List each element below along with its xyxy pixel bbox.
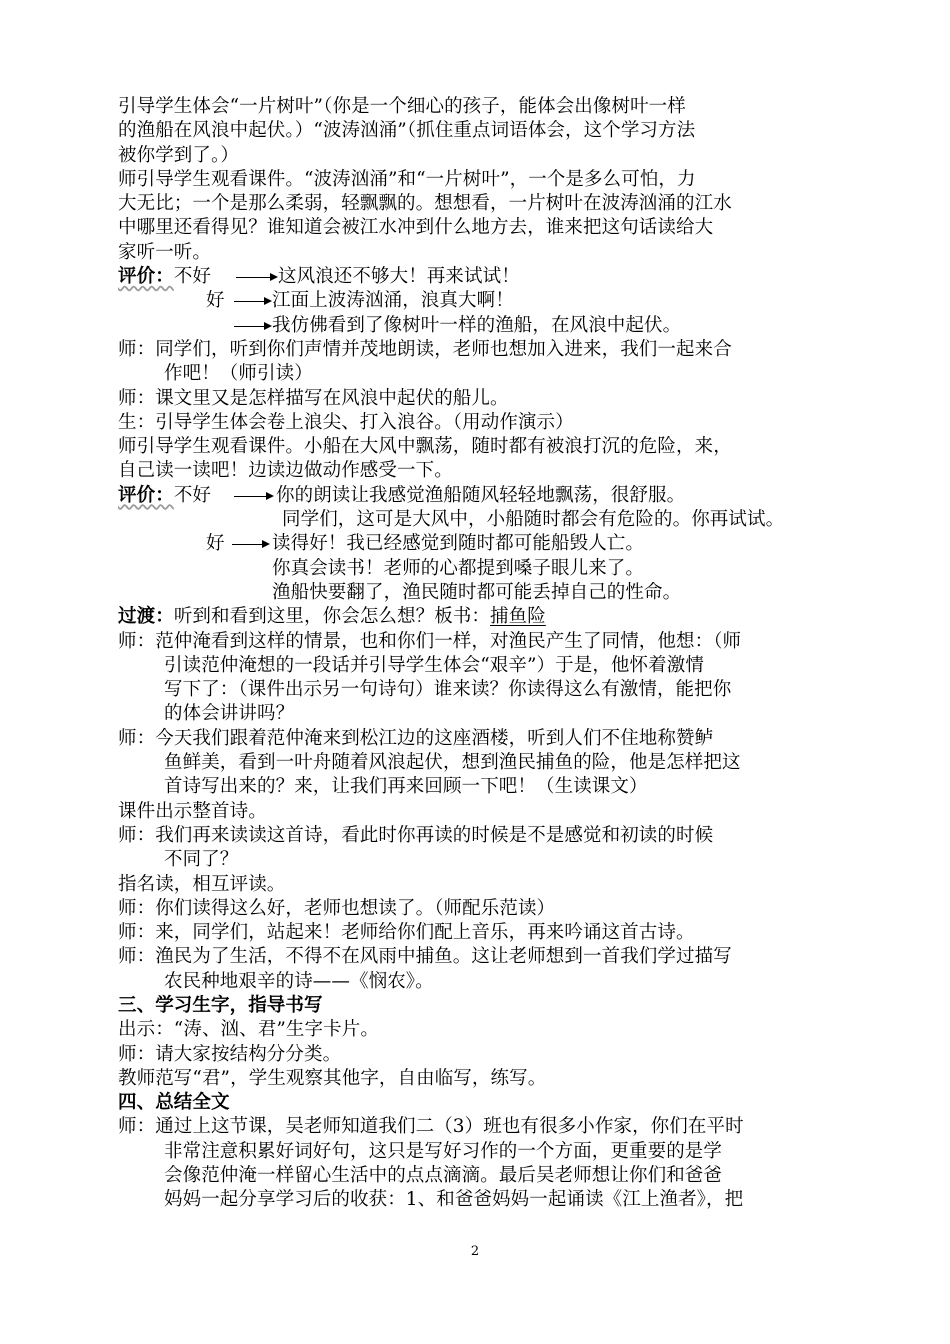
evaluation-response: 你的朗读让我感觉渔船随风轻轻地飘荡，很舒服。	[276, 484, 686, 506]
text-line: 师：同学们，听到你们声情并茂地朗读，老师也想加入进来，我们一起来合	[118, 338, 732, 360]
text-line: 大无比；一个是那么柔弱，轻飘飘的。想想看，一片树叶在波涛汹涌的江水	[118, 193, 732, 215]
arrow-icon	[232, 544, 268, 545]
text-line: 鱼鲜美，看到一叶舟随着风浪起伏，想到渔民捕鱼的险，他是怎样把这	[164, 752, 741, 774]
text-line: 师：课文里又是怎样描写在风浪中起伏的船儿。	[118, 387, 509, 409]
transition-label: 过渡：	[118, 606, 174, 628]
text-line: 作吧！（师引读）	[164, 363, 313, 385]
not-good-label: 不好	[173, 484, 212, 506]
arrow-icon	[236, 277, 276, 278]
text-line: 师：今天我们跟着范仲淹来到松江边的这座酒楼，听到人们不住地称赞鲈	[118, 727, 714, 749]
section-heading: 三、学习生字，指导书写	[118, 994, 323, 1016]
evaluation-row	[118, 508, 858, 532]
text-line: 师引导学生观看课件。小船在大风中飘荡，随时都有被浪打沉的危险，来，	[118, 436, 732, 458]
text-line: 妈妈一起分享学习后的收获：1、和爸爸妈妈一起诵读《江上渔者》，把	[164, 1189, 744, 1211]
text-line: 非常注意积累好词好句，这只是写好习作的一个方面，更重要的是学	[164, 1140, 723, 1162]
evaluation-row	[118, 289, 858, 313]
evaluation-response: 你真会读书！老师的心都提到嗓子眼儿来了。	[272, 557, 645, 579]
text-line: 家听一听。	[118, 241, 212, 263]
document-page	[118, 95, 858, 1213]
text-line: 师：范仲淹看到这样的情景，也和你们一样，对渔民产生了同情，他想：（师	[118, 630, 742, 652]
evaluation-label: 评价：	[118, 484, 174, 506]
text-line: 师：来，同学们，站起来！老师给你们配上音乐，再来吟诵这首古诗。	[118, 922, 695, 944]
text-line: 会像范仲淹一样留心生活中的点点滴滴。最后吴老师想让你们和爸爸	[164, 1165, 723, 1187]
text-line: 师引导学生观看课件。“波涛汹涌”和“一片树叶”，一个是多么可怕，力	[118, 168, 696, 190]
text-line: 师：通过上这节课，吴老师知道我们二（3）班也有很多小作家，你们在平时	[118, 1116, 744, 1138]
text-line: 不同了？	[164, 849, 239, 871]
text-line: 师：你们读得这么好，老师也想读了。（师配乐范读）	[118, 897, 556, 919]
evaluation-label: 评价：	[118, 266, 174, 288]
text-line: 指名读，相互评读。	[118, 873, 286, 895]
evaluation-response: 江面上波涛汹涌，浪真大啊！	[272, 290, 514, 312]
evaluation-response: 这风浪还不够大！再来试试！	[278, 266, 520, 288]
text-line: 师：渔民为了生活，不得不在风雨中捕鱼。这让老师想到一首我们学过描写	[118, 946, 732, 968]
text-line: 师：我们再来读读这首诗，看此时你再读的时候是不是感觉和初读的时候	[118, 824, 714, 846]
evaluation-row	[118, 532, 858, 556]
evaluation-row	[118, 265, 858, 289]
evaluation-row	[118, 314, 858, 338]
page-number: 2	[470, 1244, 480, 1259]
evaluation-response: 同学们，这可是大风中，小船随时都会有危险的。你再试试。	[282, 509, 785, 531]
text-line: 生：引导学生体会卷上浪尖、打入浪谷。（用动作演示）	[118, 411, 574, 433]
blackboard-text: 捕鱼险	[490, 606, 546, 628]
evaluation-row	[118, 557, 858, 581]
text-line: 自己读一读吧！边读边做动作感受一下。	[118, 460, 453, 482]
section-heading: 四、总结全文	[118, 1092, 230, 1114]
good-label: 好	[206, 290, 225, 312]
evaluation-row	[118, 581, 858, 605]
text-line: 师：请大家按结构分分类。	[118, 1043, 342, 1065]
evaluation-row	[118, 484, 858, 508]
transition-row	[118, 605, 858, 629]
arrow-icon	[234, 326, 270, 327]
text-line: 引导学生体会“一片树叶”（你是一个细心的孩子，能体会出像树叶一样	[118, 96, 686, 117]
text-line: 中哪里还看得见？谁知道会被江水冲到什么地方去，谁来把这句话读给大	[118, 217, 714, 239]
text-line: 写下了：（课件出示另一句诗句）谁来读？你读得这么有激情，能把你	[164, 679, 732, 701]
transition-text: 听到和看到这里，你会怎么想？板书：	[173, 606, 491, 628]
text-line: 的渔船在风浪中起伏。）“波涛汹涌”（抓住重点词语体会，这个学习方法	[118, 120, 696, 142]
not-good-label: 不好	[173, 266, 212, 288]
text-line: 的体会讲讲吗？	[164, 703, 295, 725]
evaluation-response: 渔船快要翻了，渔民随时都可能丢掉自己的性命。	[272, 581, 682, 603]
good-label: 好	[206, 533, 225, 555]
text-line: 教师范写“君”，学生观察其他字，自由临写，练写。	[118, 1067, 547, 1089]
text-line: 引读范仲淹想的一段话并引导学生体会“艰辛”）于是，他怀着激情	[164, 654, 704, 676]
text-line: 课件出示整首诗。	[118, 800, 267, 822]
evaluation-response: 读得好！我已经感觉到随时都可能船毁人亡。	[272, 533, 645, 555]
text-line: 出示：“涛、汹、君”生字卡片。	[118, 1019, 379, 1041]
arrow-icon	[234, 496, 272, 497]
text-line: 被你学到了。）	[118, 144, 239, 166]
text-line: 农民种地艰辛的诗——《悯农》。	[164, 970, 434, 992]
evaluation-response: 我仿佛看到了像树叶一样的渔船，在风浪中起伏。	[272, 314, 682, 336]
arrow-icon	[234, 301, 270, 302]
text-line: 首诗写出来的？来，让我们再来回顾一下吧！（生读课文）	[164, 776, 648, 798]
